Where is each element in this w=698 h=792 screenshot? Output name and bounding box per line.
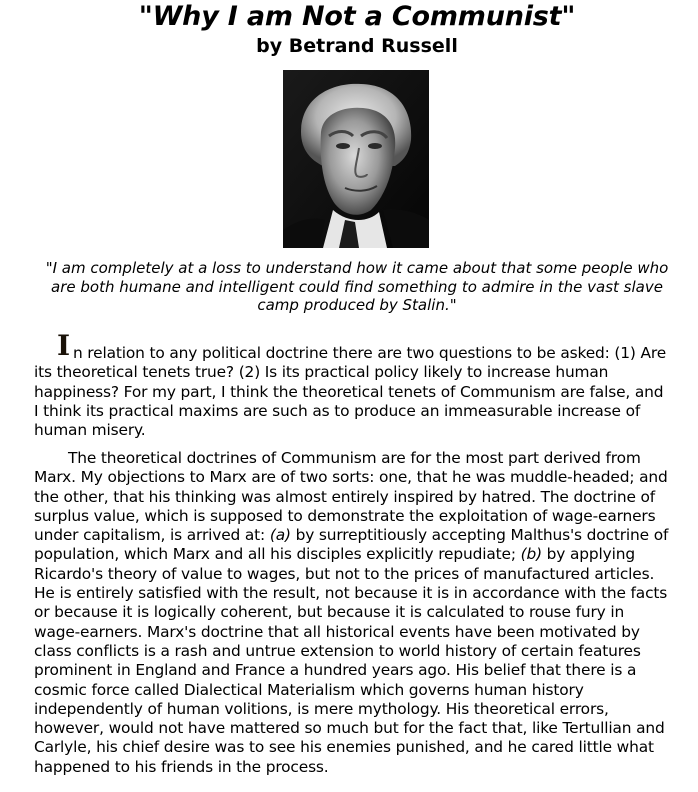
paragraph-1-text: n relation to any political doctrine there are two questions to be asked: (1) Are its theoretical tenets true? (2) Is its practical policy likely to increase human happiness? For my part, I think the theoretical tenets of Communism are false, and I think its practical maxims are such as to produce an immeasurable increase of human misery. [34,344,667,440]
list-marker-a: (a) [269,526,291,545]
author-byline: by Betrand Russell [256,35,458,57]
list-marker-b: (b) [520,545,542,564]
article-paragraph-1 [34,329,670,440]
paragraph-2-text-part-3: by applying Ricardo's theory of value to wages, but not to the prices of manufactured articles. He is entirely satisfied with the result, not because it is in accordance with the facts or because it is logically coherent, but because it is calculated to rouse fury in wage-earners. Marx's doctrine that all historical events have been motivated by class conflicts is a rash and untrue extension to world history of certain features prominent in England and France a hundred years ago. His belief that there is a cosmic force called Dialectical Materialism which governs human history independently of human volitions, is mere mythology. His theoretical errors, however, would not have mattered so much but for the fact that, like Tertullian and Carlyle, his chief desire was to see his enemies punished, and he cared little what happened to his friends in the process. [34,545,668,776]
page-title: "Why I am Not a Communist" [138,1,576,32]
featured-quote: "I am completely at a loss to understand how it came about that some people who are both humane and intelligent could find something to admire in the vast slave camp produced by Stalin." [45,259,669,314]
author-portrait [283,70,429,248]
paragraph-2-text-part-2: by surreptitiously accepting Malthus's doctrine of population, which Marx and all his disciples explicitly repudiate; [34,526,669,564]
paragraph-2-text-part-1: The theoretical doctrines of Communism are for the most part derived from Marx. My objections to Marx are of two sorts: one, that he was muddle-headed; and the other, that his thinking was almost entirely inspired by hatred. The doctrine of surplus value, which is supposed to demonstrate the exploitation of wage-earners under capitalism, is arrived at: [34,449,668,545]
portrait-image [283,70,429,248]
drop-cap: I [57,329,70,362]
article-paragraph-2 [34,449,670,777]
